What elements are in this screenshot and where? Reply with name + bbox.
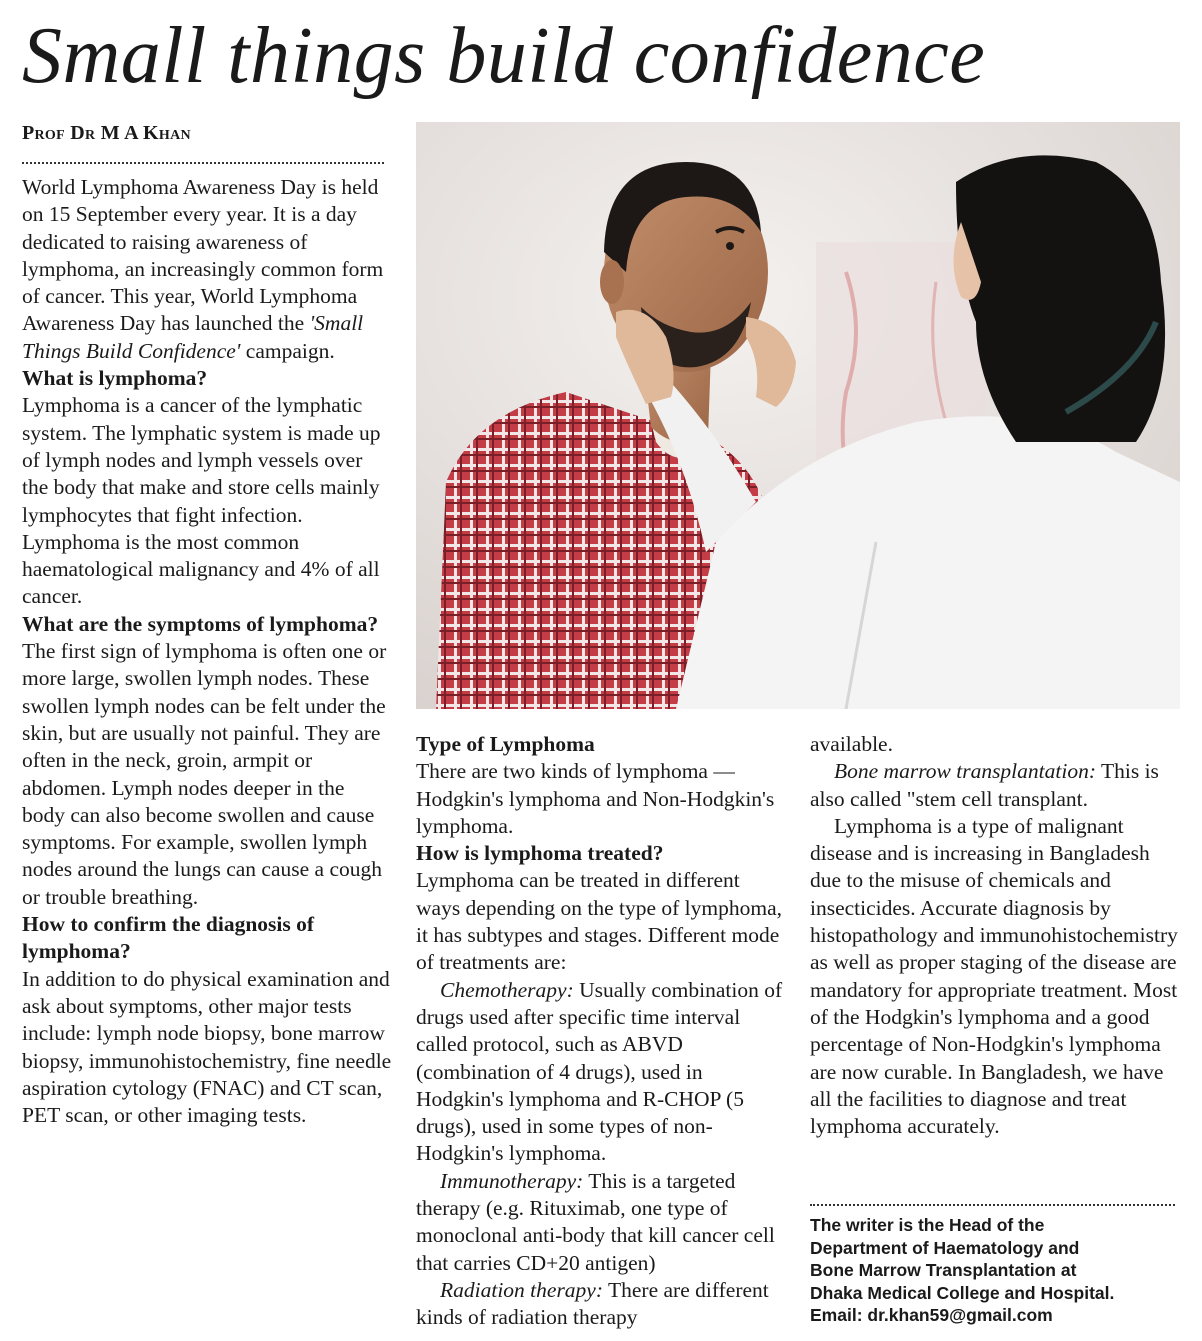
- subhead-what-is-lymphoma: What is lymphoma?: [22, 366, 208, 391]
- radiation-paragraph: Radiation therapy: There are different kinds of radiation therapy: [416, 1277, 769, 1330]
- subhead-treatment: How is lymphoma treated?: [416, 841, 664, 866]
- intro-paragraph: World Lymphoma Awareness Day is held on 15 September every year. It is a day dedicated to raising awareness of lymphoma, an increasingly common form of cancer. This year, World Lymphoma Awareness Day has launched the 'Small Things Build Confidence' campaign.: [22, 175, 384, 363]
- chemotherapy-paragraph: Chemotherapy: Usually combination of drugs used after specific time interval called protocol, such as ABVD (combination of 4 drugs), used in Hodgkin's lymphoma and R-CHOP (5 drugs), used in some types of non-Hodgkin's lymphoma.: [416, 977, 783, 1166]
- closing-paragraph: Lymphoma is a type of malignant disease and is increasing in Bangladesh due to the misuse of chemicals and insecticides. Accurate diagnosis by histopathology and immunohistochemistry as well as proper staging of the disease are mandatory for appropriate treatment. Most of the Hodgkin's lymphoma and a good percentage of Non-Hodgkin's lymphoma are now curable. In Bangladesh, we have all the facilities to diagnose and treat lymphoma accurately.: [810, 813, 1178, 1139]
- headline: Small things build confidence: [22, 12, 986, 100]
- immunotherapy-paragraph: Immunotherapy: This is a targeted therapy (e.g. Rituximab, one type of monoclonal anti-body that kill cancer cell that carries CD+20 antigen): [416, 1168, 775, 1275]
- photo-illustration: [416, 122, 1180, 709]
- available-continuation: available.: [810, 732, 893, 756]
- subhead-diagnosis: How to confirm the diagnosis of lymphoma?: [22, 912, 315, 964]
- treatment-paragraph: Lymphoma can be treated in different ways depending on the type of lymphoma, it has subtypes and stages. Different mode of treatments are:: [416, 868, 783, 975]
- writer-note-divider: [810, 1204, 1175, 1206]
- column-2: [416, 731, 788, 1332]
- writer-note: The writer is the Head of the Department of Haematology and Bone Marrow Transplantation at Dhaka Medical College and Hospital. Email: dr.khan59@gmail.com: [810, 1214, 1180, 1327]
- byline: Prof Dr M A Khan: [22, 122, 191, 144]
- campaign-name: 'Small Things Build Confidence': [22, 311, 364, 363]
- column-3: [810, 731, 1180, 1140]
- bone-marrow-paragraph: Bone marrow transplantation: This is also called "stem cell transplant.: [810, 759, 1159, 811]
- subhead-type-of-lymphoma: Type of Lymphoma: [416, 732, 595, 756]
- column-1: [22, 174, 392, 1129]
- byline-divider: [22, 162, 384, 164]
- what-is-lymphoma-paragraph: Lymphoma is a cancer of the lymphatic system. The lymphatic system is made up of lymph nodes and lymph vessels over the body that make and store cells mainly lymphocytes that fight infection. Lymphoma is the most common haematological malignancy and 4% of all cancer.: [22, 393, 381, 609]
- diagnosis-paragraph: In addition to do physical examination and ask about symptoms, other major tests include: lymph node biopsy, bone marrow biopsy, immunohistochemistry, fine needle aspiration cytology (FNAC) and CT scan, PET scan, or other imaging tests.: [22, 966, 392, 1128]
- type-paragraph: There are two kinds of lymphoma — Hodgkin's lymphoma and Non-Hodgkin's lymphoma.: [416, 759, 775, 838]
- subhead-symptoms: What are the symptoms of lymphoma?: [22, 611, 379, 636]
- doctor-examining-patient-photo: [416, 122, 1180, 709]
- symptoms-paragraph: The first sign of lymphoma is often one or more large, swollen lymph nodes. These swollen lymph nodes can be felt under the skin, but are usually not painful. They are often in the neck, groin, armpit or abdomen. Lymph nodes deeper in the body can also become swollen and cause symptoms. For example, swollen lymph nodes around the lungs can cause a cough or trouble breathing.: [22, 639, 387, 909]
- writer-email: Email: dr.khan59@gmail.com: [810, 1305, 1053, 1325]
